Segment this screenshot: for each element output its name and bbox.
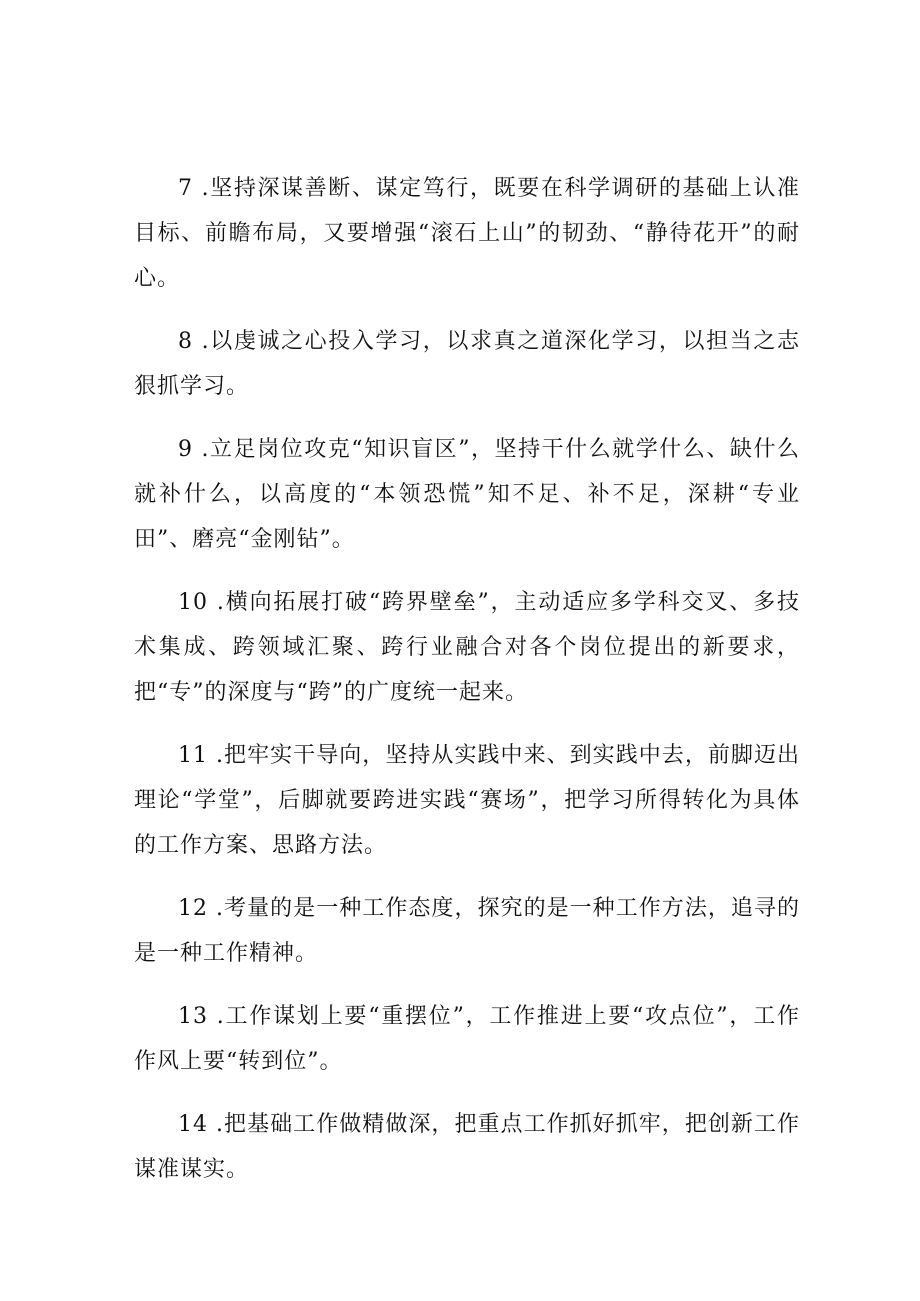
paragraph-13: 13 .工作谋划上要“重摆位”，工作推进上要“攻点位”，工作作风上要“转到位”。	[134, 1004, 800, 1074]
paragraph-10: 10 .横向拓展打破“跨界壁垒”，主动适应多学科交叉、多技术集成、跨领域汇聚、跨行业融合对各个岗位提出的新要求，把“专”的深度与“跨”的广度统一起来。	[134, 590, 800, 705]
paragraph-9: 9 .立足岗位攻克“知识盲区”，坚持干什么就学什么、缺什么就补什么，以高度的“本领恐慌”知不足、补不足，深耕“专业田”、磨亮“金刚钻”。	[134, 437, 800, 552]
paragraph-11: 11 .把牢实干导向，坚持从实践中来、到实践中去，前脚迈出理论“学堂”，后脚就要跨进实践“赛场”，把学习所得转化为具体的工作方案、思路方法。	[134, 743, 800, 858]
paragraph-12: 12 .考量的是一种工作态度，探究的是一种工作方法，追寻的是一种工作精神。	[134, 896, 800, 966]
paragraph-7: 7 .坚持深谋善断、谋定笃行，既要在科学调研的基础上认准目标、前瞻布局，又要增强“滚石上山”的韧劲、“静待花开”的耐心。	[134, 176, 800, 291]
paragraph-14: 14 .把基础工作做精做深，把重点工作抓好抓牢，把创新工作谋准谋实。	[134, 1112, 800, 1182]
paragraph-8: 8 .以虔诚之心投入学习，以求真之道深化学习，以担当之志狠抓学习。	[134, 329, 800, 399]
document-body	[134, 166, 800, 1210]
